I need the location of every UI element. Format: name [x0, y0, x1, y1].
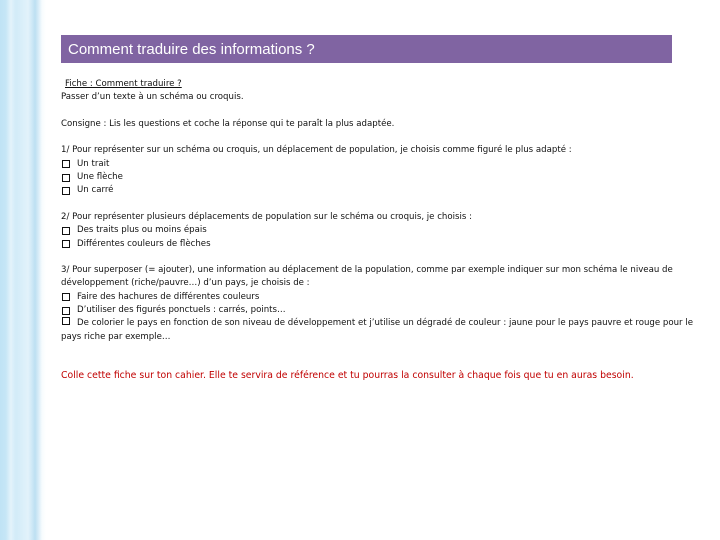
worksheet-content [61, 78, 701, 344]
question-2-option-2[interactable] [61, 238, 701, 251]
checkbox-icon[interactable] [62, 174, 70, 182]
option-label: Des traits plus ou moins épais [77, 225, 207, 236]
question-3-option-2[interactable] [61, 304, 701, 317]
question-3-option-3[interactable] [61, 317, 701, 344]
checkbox-icon[interactable] [62, 187, 70, 195]
question-3-option-1[interactable] [61, 291, 701, 304]
checkbox-icon[interactable] [62, 307, 70, 315]
checkbox-icon[interactable] [62, 160, 70, 168]
option-label: Un trait [77, 158, 110, 169]
fiche-subtitle: Passer d’un texte à un schéma ou croquis. [61, 92, 244, 103]
question-2: 2/ Pour représenter plusieurs déplacements de population sur le schéma ou croquis, je choisis : [61, 211, 472, 222]
question-1-option-3[interactable] [61, 184, 701, 197]
reference-note: Colle cette fiche sur ton cahier. Elle te servira de référence et tu pourras la consulter à chaque fois que tu en auras besoin. [61, 370, 634, 381]
option-label: D’utiliser des figurés ponctuels : carrés, points… [77, 305, 286, 316]
question-1-option-2[interactable] [61, 171, 701, 184]
question-1: 1/ Pour représenter sur un schéma ou croquis, un déplacement de population, je choisis comme figuré le plus adapté : [61, 145, 572, 156]
option-label: Une flèche [77, 172, 123, 183]
question-1-option-1[interactable] [61, 158, 701, 171]
checkbox-icon[interactable] [62, 317, 70, 325]
checkbox-icon[interactable] [62, 227, 70, 235]
checkbox-icon[interactable] [62, 240, 70, 248]
option-label: Différentes couleurs de flèches [77, 238, 211, 249]
instruction-text: Consigne : Lis les questions et coche la réponse qui te paraît la plus adaptée. [61, 118, 395, 129]
fiche-title: Fiche : Comment traduire ? [65, 79, 182, 89]
option-label: De colorier le pays en fonction de son niveau de développement et j’utilise un dégradé de couleur : jaune pour le pays pauvre et rouge pour le pays riche par exemple… [61, 318, 693, 342]
slide-title-bar [61, 35, 672, 63]
option-label: Un carré [77, 185, 114, 196]
left-decorative-band [0, 0, 46, 540]
option-label: Faire des hachures de différentes couleurs [77, 291, 260, 302]
slide-title: Comment traduire des informations ? [68, 40, 315, 58]
question-2-option-1[interactable] [61, 224, 701, 237]
checkbox-icon[interactable] [62, 293, 70, 301]
question-3: 3/ Pour superposer (= ajouter), une information au déplacement de la population, comme par exemple indiquer sur mon schéma le niveau de développement (riche/pauvre…) d’un pays, je choisis de : [61, 265, 673, 289]
